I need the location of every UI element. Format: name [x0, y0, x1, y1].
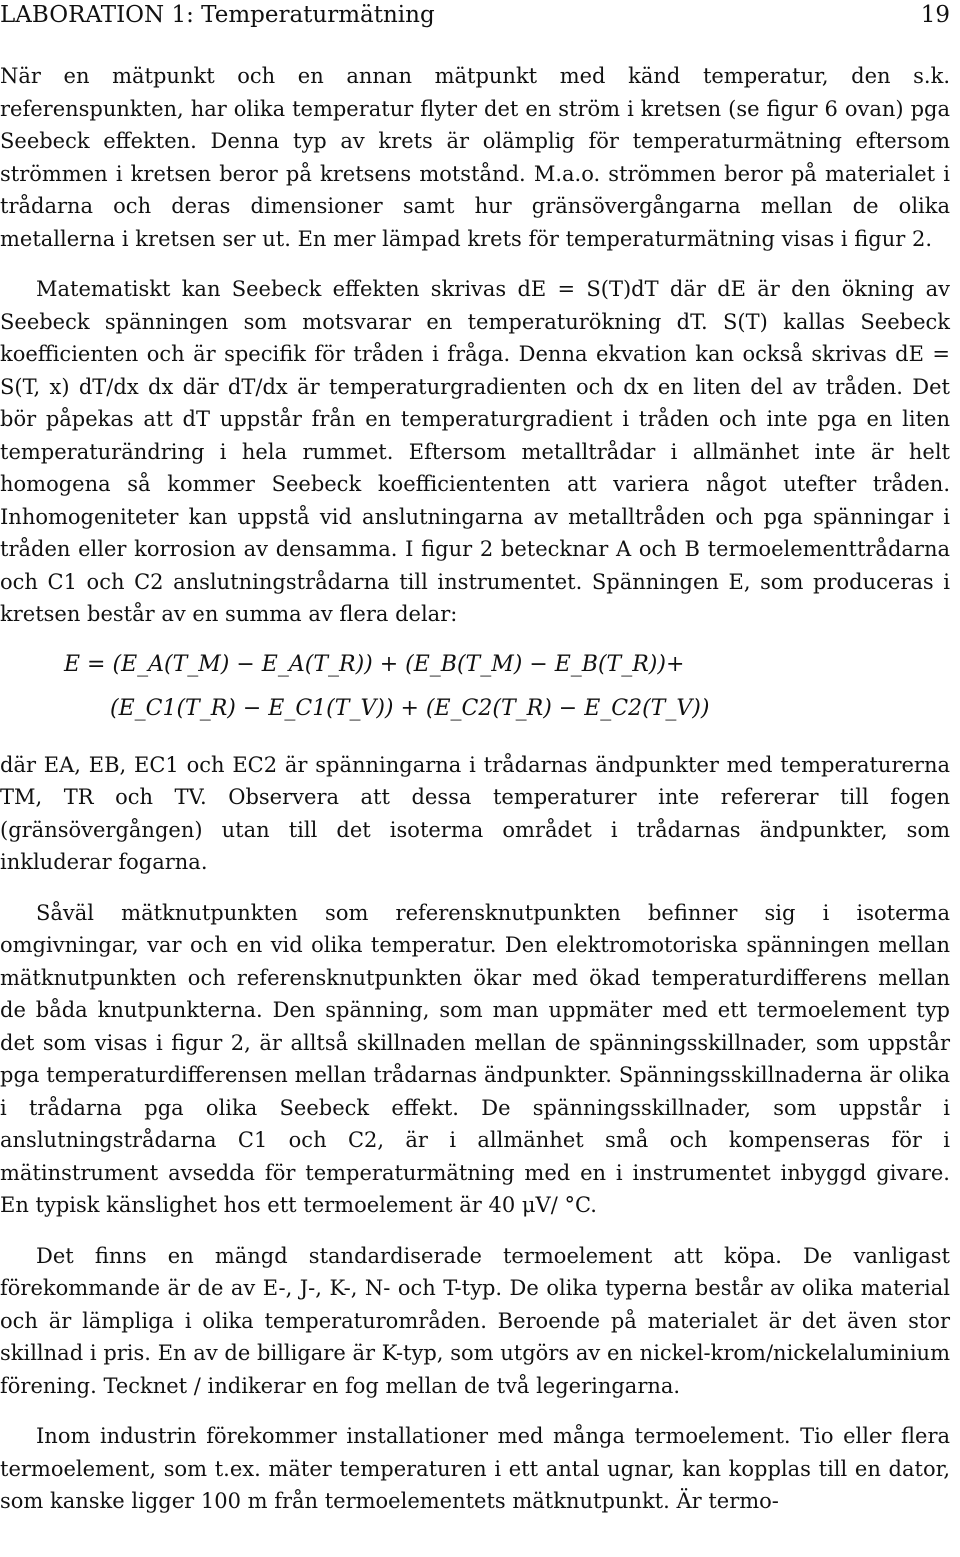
- page-header: [0, 0, 960, 30]
- paragraph-5: Det finns en mängd standardiserade termoelement att köpa. De vanligast förekommande är de av E-, J-, K-, N- och T-typ. De olika typerna består av olika material och är lämpliga i olika temperaturområden. Beroende på materialet är det även stor skillnad i pris. En av de billigare är K-typ, som utgörs av en nickel-krom/nickelaluminium förening. Tecknet / indikerar en fog mellan de två legeringarna.: [0, 1243, 950, 1398]
- document-body: [0, 60, 950, 1518]
- paragraph-6: Inom industrin förekommer installationer med många termoelement. Tio eller flera termoelement, som t.ex. mäter temperaturen i ett antal ugnar, kan kopplas till en dator, som kanske ligger 100 m från termoelementets mätknutpunkt. Är termo-: [0, 1424, 950, 1513]
- paragraph-2: Matematiskt kan Seebeck effekten skrivas dE = S(T)dT där dE är den ökning av Seebeck spänningen som motsvarar en temperaturökning dT. S(T) kallas Seebeck koefficienten och är specifik för tråden i fråga. Denna ekvation kan också skrivas dE = S(T, x) dT/dx dx där dT/dx är temperaturgradienten och dx en liten del av tråden. Det bör påpekas att dT uppstår från en temperaturgradient i tråden och inte pga en liten temperaturändring i hela rummet. Eftersom metalltrådar i allmänhet inte är helt homogena så kommer Seebeck koefficiententen att variera något utefter tråden. Inhomogeniteter kan uppstå vid anslutningarna av metalltråden och pga spänningar i tråden eller korrosion av densamma. I figur 2 betecknar A och B termoelementtrådarna och C1 och C2 anslutningstrådarna till instrumentet. Spänningen E, som produceras i kretsen består av en summa av flera delar:: [0, 277, 950, 626]
- voltage-equation: [0, 639, 950, 743]
- page-number: 19: [920, 2, 950, 28]
- paragraph-3: där EA, EB, EC1 och EC2 är spänningarna i trådarnas ändpunkter med temperaturerna TM, TR och TV. Observera att dessa temperaturer inte refererar till fogen (gränsövergången) utan till det isoterma området i trådarnas ändpunkter, som inkluderar fogarna.: [0, 752, 950, 874]
- chapter-title: LABORATION 1: Temperaturmätning: [0, 2, 435, 28]
- paragraph-4: Såväl mätknutpunkten som referensknutpunkten befinner sig i isoterma omgivningar, var och en vid olika temperatur. Den elektromotoriska spänningen mellan mätknutpunkten och referensknutpunkten ökar med ökad temperaturdifferens mellan de båda knutpunkterna. Den spänning, som man uppmäter med ett termoelement typ det som visas i figur 2, är alltså skillnaden mellan de spänningsskillnader, som uppstår pga temperaturdifferensen mellan trådarnas ändpunkter. Spänningsskillnaderna är olika i trådarna pga olika Seebeck effekt. De spänningsskillnader, som uppstår i anslutningstrådarna C1 och C2, är i allmänhet små och kompenseras för i mätinstrument avsedda för temperaturmätning med en i instrumentet inbyggd givare. En typisk känslighet hos ett termoelement är 40 μV/ °C.: [0, 900, 950, 1217]
- equation-line-1: E = (E_A(T_M) − E_A(T_R)) + (E_B(T_M) − E_B(T_R))+: [64, 651, 685, 677]
- equation-line-2: (E_C1(T_R) − E_C1(T_V)) + (E_C2(T_R) − E_C2(T_V)): [110, 695, 710, 721]
- paragraph-1: När en mätpunkt och en annan mätpunkt med känd temperatur, den s.k. referenspunkten, har olika temperatur flyter det en ström i kretsen (se figur 6 ovan) pga Seebeck effekten. Denna typ av krets är olämplig för temperaturmätning eftersom strömmen i kretsen beror på kretsens motstånd. M.a.o. strömmen beror på materialet i trådarna och deras dimensioner samt hur gränsövergångarna mellan de olika metallerna i kretsen ser ut. En mer lämpad krets för temperaturmätning visas i figur 2.: [0, 64, 950, 251]
